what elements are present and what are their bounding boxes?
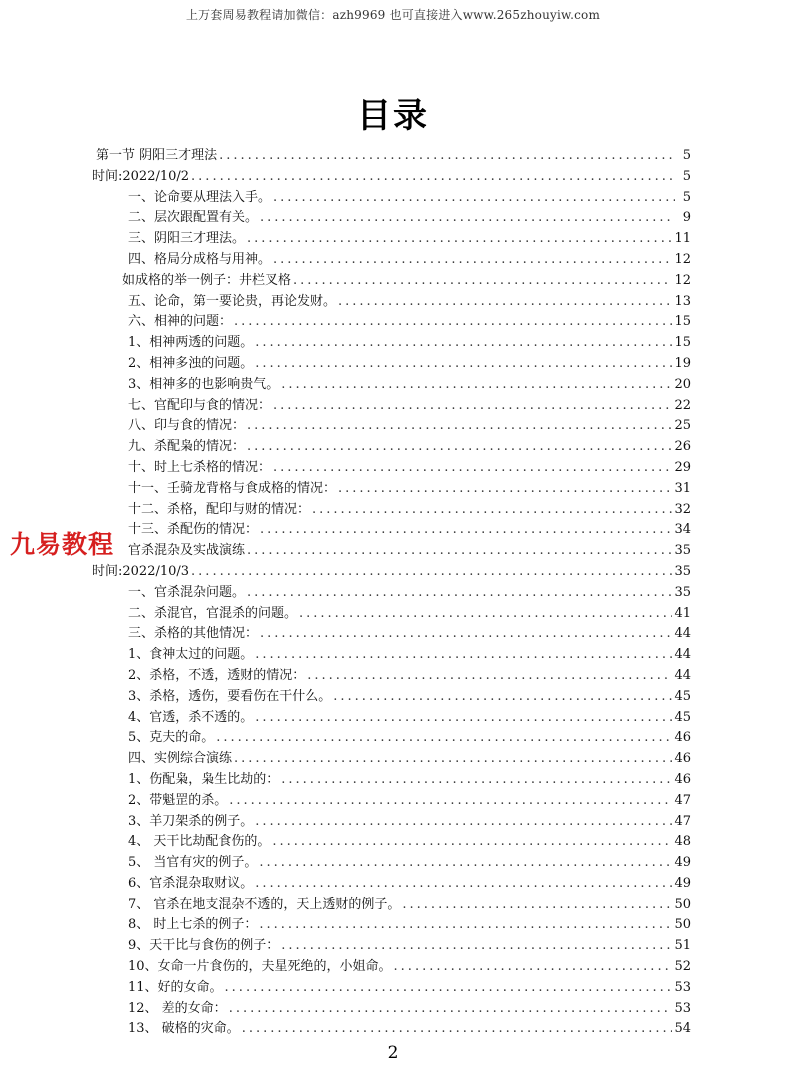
toc-entry-label: 1、食神太过的问题。: [128, 647, 254, 663]
toc-entry[interactable]: [92, 999, 691, 1020]
toc-entry-label: 十三、杀配伤的情况：: [128, 522, 259, 538]
toc-entry-label: 12、 差的女命：: [128, 1000, 227, 1016]
toc-entry-label: 9、天干比与食伤的例子：: [128, 938, 280, 954]
toc-entry-page: 41: [674, 605, 691, 621]
toc-leader-dots: [259, 853, 672, 874]
toc-entry-label: 十、时上七杀格的情况：: [128, 459, 272, 475]
toc-leader-dots: [191, 167, 675, 188]
toc-leader-dots: [247, 416, 672, 437]
toc-entry[interactable]: [92, 375, 691, 396]
toc-entry-label: 官杀混杂及实战演练: [128, 543, 246, 559]
toc-entry-page: 44: [674, 626, 691, 642]
toc-leader-dots: [247, 437, 672, 458]
toc-entry-page: 50: [674, 917, 691, 933]
toc-entry[interactable]: [92, 479, 691, 500]
toc-entry-label: 十二、杀格，配印与财的情况：: [128, 501, 311, 517]
toc-entry[interactable]: [92, 271, 691, 292]
toc-leader-dots: [281, 375, 672, 396]
toc-leader-dots: [333, 687, 672, 708]
page-number: 2: [387, 1043, 399, 1063]
toc-entry-label: 2、带魁罡的杀。: [128, 792, 228, 808]
toc-entry[interactable]: [92, 624, 691, 645]
toc-entry-label: 13、 破格的灾命。: [128, 1021, 240, 1037]
toc-leader-dots: [234, 749, 672, 770]
toc-entry-page: 32: [674, 501, 691, 517]
toc-leader-dots: [242, 1019, 673, 1040]
toc-leader-dots: [273, 396, 672, 417]
toc-entry-page: 12: [674, 251, 691, 267]
toc-entry-page: 29: [674, 459, 691, 475]
toc-entry-page: 26: [674, 439, 691, 455]
toc-leader-dots: [225, 978, 673, 999]
toc-leader-dots: [255, 645, 672, 666]
toc-entry-label: 四、实例综合演练: [128, 751, 233, 767]
toc-leader-dots: [259, 915, 672, 936]
toc-leader-dots: [229, 999, 673, 1020]
toc-entry-label: 九、杀配枭的情况：: [128, 439, 246, 455]
toc-entry[interactable]: [92, 791, 691, 812]
toc-entry-label: 六、相神的问题：: [128, 314, 233, 330]
toc-entry[interactable]: [92, 208, 691, 229]
toc-leader-dots: [255, 354, 672, 375]
toc-entry-label: 五、论命，第一要论贵，再论发财。: [128, 293, 337, 309]
toc-entry-label: 11、好的女命。: [128, 979, 223, 995]
toc-entry-label: 时间:2022/10/2: [92, 168, 190, 184]
toc-entry-page: 5: [682, 189, 691, 205]
toc-entry-page: 46: [674, 751, 691, 767]
toc-leader-dots: [338, 479, 672, 500]
toc-entry[interactable]: [92, 146, 691, 167]
toc-entry-page: 19: [674, 355, 691, 371]
toc-leader-dots: [247, 583, 672, 604]
toc-leader-dots: [272, 832, 672, 853]
toc-entry-page: 54: [674, 1021, 691, 1037]
toc-entry[interactable]: [92, 874, 691, 895]
header-note: 上万套周易教程请加微信：azh9969 也可直接进入www.265zhouyiw.com: [185, 8, 601, 22]
table-of-contents: [92, 146, 691, 1040]
toc-entry-page: 49: [674, 855, 691, 871]
toc-entry-page: 46: [674, 771, 691, 787]
toc-entry-page: 15: [674, 314, 691, 330]
toc-leader-dots: [273, 458, 672, 479]
toc-entry-page: 45: [674, 688, 691, 704]
toc-leader-dots: [229, 791, 672, 812]
toc-entry-page: 5: [682, 148, 691, 163]
toc-entry[interactable]: [92, 853, 691, 874]
toc-leader-dots: [260, 624, 672, 645]
toc-entry-page: 5: [682, 168, 691, 184]
toc-entry-page: 35: [674, 563, 691, 579]
toc-entry-label: 如成格的举一例子：井栏叉格: [122, 272, 292, 288]
toc-entry[interactable]: [92, 1019, 691, 1040]
toc-entry-label: 8、 时上七杀的例子：: [128, 917, 258, 933]
toc-leader-dots: [191, 562, 672, 583]
toc-entry[interactable]: [92, 250, 691, 271]
toc-entry-label: 5、克夫的命。: [128, 730, 215, 746]
toc-entry[interactable]: [92, 354, 691, 375]
toc-entry-label: 二、层次跟配置有关。: [128, 210, 259, 226]
toc-leader-dots: [234, 312, 672, 333]
toc-entry[interactable]: [92, 812, 691, 833]
toc-entry-page: 50: [674, 896, 691, 912]
toc-entry[interactable]: [92, 292, 691, 313]
toc-entry[interactable]: [92, 728, 691, 749]
toc-leader-dots: [216, 728, 672, 749]
toc-entry[interactable]: [92, 832, 691, 853]
toc-entry[interactable]: [92, 936, 691, 957]
toc-entry-page: 22: [674, 397, 691, 413]
toc-leader-dots: [255, 812, 672, 833]
toc-entry[interactable]: [92, 895, 691, 916]
toc-entry-page: 45: [674, 709, 691, 725]
toc-entry-label: 二、杀混官，官混杀的问题。: [128, 605, 298, 621]
toc-entry-label: 7、 官杀在地支混杂不透的，天上透财的例子。: [128, 896, 401, 912]
toc-entry-label: 4、官透，杀不透的。: [128, 709, 254, 725]
toc-leader-dots: [273, 188, 675, 209]
toc-entry-page: 49: [674, 875, 691, 891]
toc-entry-page: 25: [674, 418, 691, 434]
toc-leader-dots: [338, 292, 672, 313]
toc-entry-label: 1、相神两透的问题。: [128, 335, 254, 351]
toc-entry-label: 三、杀格的其他情况：: [128, 626, 259, 642]
toc-leader-dots: [247, 229, 672, 250]
toc-entry-page: 35: [674, 584, 691, 600]
toc-entry-page: 35: [674, 543, 691, 559]
toc-entry-page: 53: [674, 1000, 691, 1016]
toc-entry[interactable]: [92, 396, 691, 417]
toc-leader-dots: [312, 500, 672, 521]
toc-entry[interactable]: [92, 167, 691, 188]
toc-entry-page: 44: [674, 667, 691, 683]
toc-entry-label: 十一、壬骑龙背格与食成格的情况：: [128, 480, 337, 496]
toc-entry-label: 6、官杀混杂取财议。: [128, 875, 254, 891]
toc-leader-dots: [273, 250, 672, 271]
toc-entry[interactable]: [92, 915, 691, 936]
toc-entry[interactable]: [92, 687, 691, 708]
toc-entry-page: 47: [674, 813, 691, 829]
toc-entry[interactable]: [92, 770, 691, 791]
toc-leader-dots: [394, 957, 673, 978]
toc-leader-dots: [260, 520, 672, 541]
page-title: 目录: [357, 96, 429, 136]
toc-entry-label: 3、相神多的也影响贵气。: [128, 376, 280, 392]
toc-entry-label: 1、伤配枭，枭生比劫的：: [128, 771, 280, 787]
toc-leader-dots: [260, 208, 675, 229]
toc-entry[interactable]: [92, 229, 691, 250]
toc-leader-dots: [281, 936, 672, 957]
toc-entry[interactable]: [92, 333, 691, 354]
toc-entry-label: 八、印与食的情况：: [128, 418, 246, 434]
toc-entry[interactable]: [92, 708, 691, 729]
toc-entry-page: 15: [674, 335, 691, 351]
toc-entry-label: 3、杀格，透伤，要看伤在干什么。: [128, 688, 332, 704]
toc-entry[interactable]: [92, 188, 691, 209]
watermark-logo: 九易教程: [10, 530, 115, 559]
toc-entry[interactable]: [92, 416, 691, 437]
toc-entry[interactable]: [92, 541, 691, 562]
toc-entry-page: 53: [674, 979, 691, 995]
toc-entry-page: 31: [674, 480, 691, 496]
toc-leader-dots: [247, 541, 672, 562]
toc-entry[interactable]: [92, 583, 691, 604]
toc-entry-page: 9: [682, 210, 691, 226]
toc-entry-page: 52: [674, 959, 691, 975]
toc-entry[interactable]: [92, 562, 691, 583]
toc-entry-label: 一、官杀混杂问题。: [128, 584, 246, 600]
toc-entry-label: 三、阴阳三才理法。: [128, 231, 246, 247]
toc-entry-page: 51: [674, 938, 691, 954]
toc-entry[interactable]: [92, 957, 691, 978]
toc-entry-page: 34: [674, 522, 691, 538]
toc-entry[interactable]: [92, 500, 691, 521]
toc-entry-label: 四、格局分成格与用神。: [128, 251, 272, 267]
toc-entry-label: 3、羊刀架杀的例子。: [128, 813, 254, 829]
toc-entry-label: 4、 天干比劫配食伤的。: [128, 834, 271, 850]
toc-leader-dots: [219, 146, 675, 167]
toc-entry-label: 第一节 阴阳三才理法: [96, 148, 218, 163]
toc-entry[interactable]: [92, 437, 691, 458]
toc-entry-page: 20: [674, 376, 691, 392]
toc-entry[interactable]: [92, 749, 691, 770]
toc-entry-label: 2、相神多浊的问题。: [128, 355, 254, 371]
toc-entry[interactable]: [92, 312, 691, 333]
toc-entry[interactable]: [92, 978, 691, 999]
toc-entry-label: 2、杀格，不透，透财的情况：: [128, 667, 306, 683]
toc-entry-page: 48: [674, 834, 691, 850]
toc-entry-page: 13: [674, 293, 691, 309]
toc-entry-page: 12: [674, 272, 691, 288]
toc-entry-label: 一、论命要从理法入手。: [128, 189, 272, 205]
toc-entry[interactable]: [92, 458, 691, 479]
toc-entry-page: 44: [674, 647, 691, 663]
toc-leader-dots: [402, 895, 672, 916]
toc-leader-dots: [293, 271, 672, 292]
toc-entry-label: 时间:2022/10/3: [92, 563, 190, 579]
toc-entry-page: 46: [674, 730, 691, 746]
toc-entry-label: 5、 当官有灾的例子。: [128, 855, 258, 871]
toc-leader-dots: [255, 874, 672, 895]
toc-entry-page: 11: [674, 231, 691, 247]
toc-entry-page: 47: [674, 792, 691, 808]
toc-leader-dots: [281, 770, 672, 791]
toc-entry-label: 七、官配印与食的情况：: [128, 397, 272, 413]
toc-leader-dots: [255, 333, 672, 354]
toc-leader-dots: [299, 604, 672, 625]
toc-entry-label: 10、女命一片食伤的，夫星死绝的，小姐命。: [128, 959, 392, 975]
toc-entry[interactable]: [92, 604, 691, 625]
toc-leader-dots: [307, 666, 672, 687]
toc-entry[interactable]: [92, 645, 691, 666]
toc-entry[interactable]: [92, 520, 691, 541]
toc-leader-dots: [255, 708, 672, 729]
toc-entry[interactable]: [92, 666, 691, 687]
